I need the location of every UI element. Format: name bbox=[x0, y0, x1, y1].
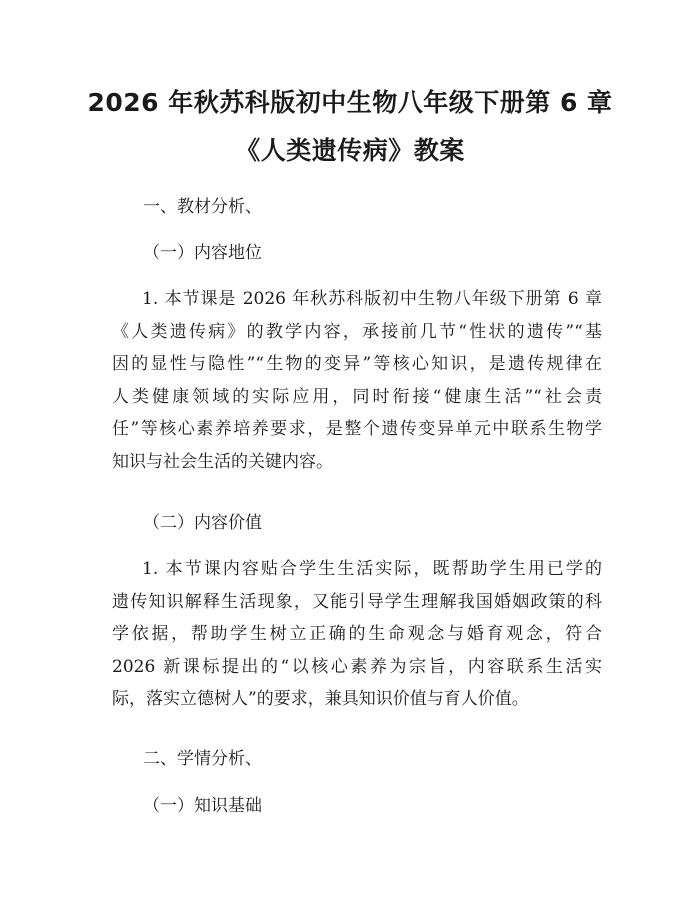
paragraph-line: 学依据，帮助学生树立正确的生命观念与婚育观念，符合 bbox=[112, 624, 602, 645]
subheading-knowledge-foundation: （一）知识基础 bbox=[143, 796, 262, 816]
paragraph-line: 2026 新课标提出的“以核心素养为宗旨，内容联系生活实 bbox=[112, 656, 602, 677]
paragraph-line: 1. 本节课内容贴合学生生活实际，既帮助学生用已学的 bbox=[142, 559, 602, 579]
subheading-content-value: （二）内容价值 bbox=[143, 513, 262, 533]
section-heading-learner-analysis: 二、学情分析、 bbox=[143, 749, 262, 769]
section-heading-textbook-analysis: 一、教材分析、 bbox=[143, 197, 262, 217]
document-title-line-2: 《人类遗传病》教案 bbox=[235, 136, 465, 165]
paragraph-content-position bbox=[112, 283, 602, 479]
paragraph-line: 人类健康领域的实际应用，同时衔接“健康生活”“社会责 bbox=[112, 386, 602, 407]
paragraph-line: 际，落实立德树人”的要求，兼具知识价值与育人价值。 bbox=[112, 689, 529, 710]
paragraph-line: 因的显性与隐性”“生物的变异”等核心知识，是遗传规律在 bbox=[112, 354, 602, 375]
paragraph-line: 1. 本节课是 2026 年秋苏科版初中生物八年级下册第 6 章 bbox=[142, 289, 602, 309]
subheading-content-position: （一）内容地位 bbox=[143, 243, 262, 263]
paragraph-line: 遗传知识解释生活现象，又能引导学生理解我国婚姻政策的科 bbox=[112, 591, 602, 612]
paragraph-line: 《人类遗传病》的教学内容，承接前几节“性状的遗传”“基 bbox=[112, 321, 602, 342]
document-title-line-1: 2026 年秋苏科版初中生物八年级下册第 6 章 bbox=[87, 88, 613, 117]
paragraph-line: 任”等核心素养培养要求，是整个遗传变异单元中联系生物学 bbox=[112, 419, 602, 440]
paragraph-line: 知识与社会生活的关键内容。 bbox=[112, 451, 333, 472]
paragraph-content-value bbox=[112, 553, 602, 716]
